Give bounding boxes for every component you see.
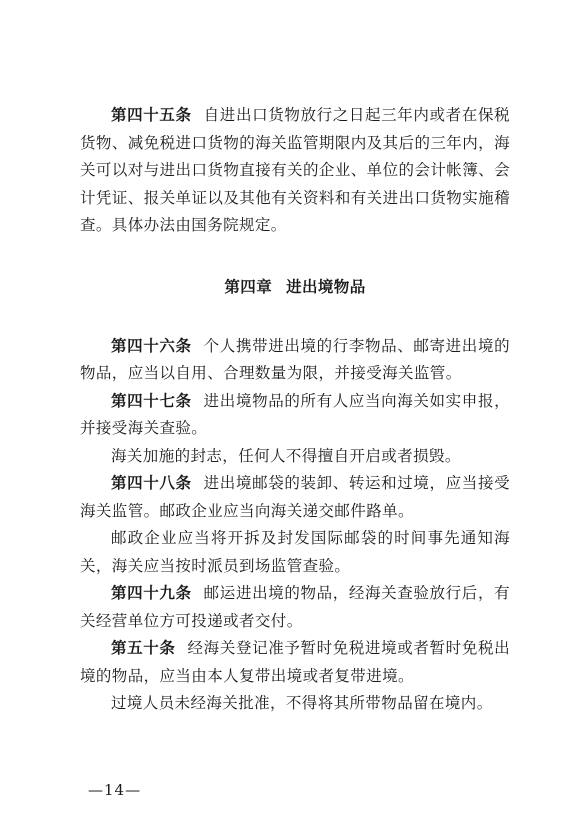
article-number: 第四十六条 (111, 336, 192, 355)
article-48-paragraph (80, 470, 510, 525)
chapter-heading (80, 274, 510, 301)
article-45-paragraph (80, 102, 510, 240)
article-text: 自进出口货物放行之日起三年内或者在保税货物、减免税进口货物的海关监管期限内及其后的三年内，海关可以对与进出口货物直接有关的企业、单位的会计帐簿、会计凭证、报关单证以及其他有关资料和有关进出口货物实施稽查。具体办法由国务院规定。 (80, 106, 510, 234)
article-text: 个人携带进出境的行李物品、邮寄进出境的物品，应当以自用、合理数量为限，并接受海关监管。 (80, 336, 510, 382)
article-text: 进出境邮袋的装卸、转运和过境，应当接受海关监管。邮政企业应当向海关递交邮件路单。 (80, 474, 510, 520)
article-text: 邮运进出境的物品，经海关查验放行后，有关经营单位方可投递或者交付。 (80, 584, 510, 630)
page-number: —14— (88, 781, 142, 799)
article-47-continuation (80, 443, 510, 471)
chapter-title: 进出境物品 (286, 277, 366, 296)
article-number: 第四十七条 (111, 391, 192, 410)
chapter-number: 第四章 (224, 277, 273, 296)
article-50-continuation (80, 690, 510, 718)
article-47-paragraph (80, 388, 510, 443)
article-number: 第四十八条 (111, 474, 192, 492)
article-text: 邮政企业应当将开拆及封发国际邮袋的时间事先通知海关，海关应当按时派员到场监管查验。 (80, 529, 510, 575)
article-text: 过境人员未经海关批准，不得将其所带物品留在境内。 (111, 694, 493, 712)
article-49-paragraph (80, 580, 510, 635)
document-body (80, 102, 510, 718)
article-50-paragraph (80, 635, 510, 690)
article-text: 海关加施的封志，任何人不得擅自开启或者损毁。 (111, 446, 461, 465)
article-number: 第四十九条 (111, 584, 192, 602)
article-48-continuation (80, 525, 510, 580)
article-text: 经海关登记准予暂时免税进境或者暂时免税出境的物品，应当由本人复带出境或者复带进境。 (80, 639, 510, 685)
article-number: 第四十五条 (111, 106, 192, 124)
article-text: 进出境物品的所有人应当向海关如实申报，并接受海关查验。 (80, 391, 510, 437)
article-46-paragraph (80, 333, 510, 388)
article-number: 第五十条 (111, 639, 176, 657)
